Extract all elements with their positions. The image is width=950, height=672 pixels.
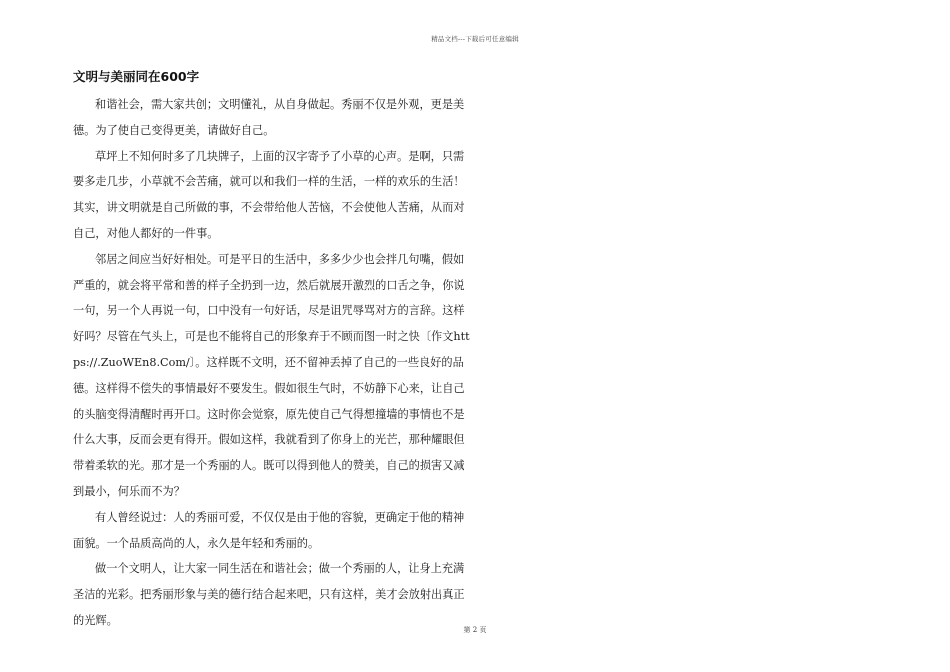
page-number: 第 2 页 (463, 626, 487, 634)
article-body (73, 68, 473, 634)
paragraph-3: 邻居之间应当好好相处。可是平日的生活中，多多少少也会拌几句嘴，假如严重的，就会将平常和善的样子全扔到一边，然后就展开激烈的口舌之争，你说一句，另一个人再说一句，口中没有一句好话，尽是诅咒辱骂对方的言辞。这样好吗？尽管在气头上，可是也不能将自己的形象弃于不顾而图一时之快〔作文https://.ZuoWEn8.Com/〕。这样既不文明，还不留神丢掉了自己的一些良好的品德。这样得不偿失的事情最好不要发生。假如很生气时，不妨静下心来，让自己的头脑变得清醒时再开口。这时你会觉察，原先使自己气得想撞墙的事情也不是什么大事，反而会更有得开。假如这样，我就看到了你身上的光芒，那种耀眼但带着柔软的光。那才是一个秀丽的人。既可以得到他人的赞美，自己的损害又减到最小，何乐而不为？ (73, 252, 470, 498)
paragraph-4: 有人曾经说过：人的秀丽可爱，不仅仅是由于他的容貌，更确定于他的精神面貌。一个品质高尚的人，永久是年轻和秀丽的。 (73, 510, 465, 550)
page-header: 精品文档---下载后可任意编辑 (431, 35, 519, 43)
paragraph-5: 做一个文明人，让大家一同生活在和谐社会；做一个秀丽的人，让身上充满圣洁的光彩。把秀丽形象与美的德行结合起来吧，只有这样，美才会放射出真正的光辉。 (73, 562, 465, 627)
paragraph-1: 和谐社会，需大家共创；文明懂礼，从自身做起。秀丽不仅是外观，更是美德。为了使自己变得更美，请做好自己。 (73, 98, 465, 137)
article-title: 文明与美丽同在600字 (73, 69, 200, 84)
paragraph-2: 草坪上不知何时多了几块牌子，上面的汉字寄予了小草的心声。是啊，只需要多走几步，小草就不会苦痛，就可以和我们一样的生活，一样的欢乐的生活！其实，讲文明就是自己所做的事，不会带给他人苦恼，不会使他人苦痛，从而对自己，对他人都好的一件事。 (73, 149, 465, 240)
